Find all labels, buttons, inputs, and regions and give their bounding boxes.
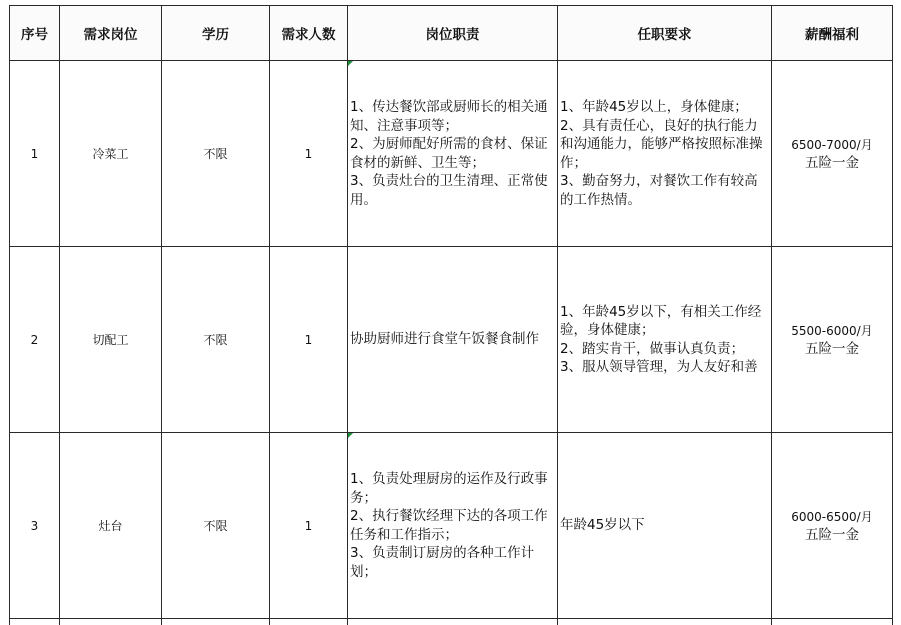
header-cell-position[interactable]: 需求岗位 — [60, 6, 162, 61]
salary-benefits: 五险一金 — [774, 340, 890, 358]
cell-position[interactable]: 切配工 — [60, 247, 162, 433]
salary-benefits: 五险一金 — [774, 154, 890, 172]
cell-no[interactable]: 3 — [10, 433, 60, 619]
cell-empty[interactable] — [558, 619, 772, 625]
salary-range: 5500-6000/月 — [774, 322, 890, 340]
cell-empty[interactable] — [162, 619, 270, 625]
cell-empty[interactable] — [772, 619, 893, 625]
cell-requirements[interactable]: 1、年龄45岁以上，身体健康； 2、具有责任心，良好的执行能力和沟通能力，能够严格按照标准操作； 3、勤奋努力，对餐饮工作有较高的工作热情。 — [558, 61, 772, 247]
job-requirements-table — [9, 5, 893, 625]
header-row — [10, 6, 893, 61]
cell-empty[interactable] — [270, 619, 348, 625]
cell-duties[interactable] — [348, 61, 558, 247]
cell-duties[interactable]: 协助厨师进行食堂午饭餐食制作 — [348, 247, 558, 433]
cell-empty[interactable] — [60, 619, 162, 625]
cell-no[interactable]: 2 — [10, 247, 60, 433]
cell-requirements[interactable]: 1、年龄45岁以下，有相关工作经验，身体健康； 2、踏实肯干，做事认真负责； 3、服从领导管理，为人友好和善 — [558, 247, 772, 433]
salary-benefits: 五险一金 — [774, 526, 890, 544]
cell-salary[interactable] — [772, 61, 893, 247]
header-cell-requirements[interactable]: 任职要求 — [558, 6, 772, 61]
cell-duties[interactable] — [348, 433, 558, 619]
cell-duties-text: 1、传达餐饮部或厨师长的相关通知、注意事项等； 2、为厨师配好所需的食材、保证食材的新鲜、卫生等； 3、负责灶台的卫生清理、正常使用。 — [350, 99, 548, 208]
header-cell-duties[interactable]: 岗位职责 — [348, 6, 558, 61]
header-cell-salary[interactable]: 薪酬福利 — [772, 6, 893, 61]
cell-empty[interactable] — [10, 619, 60, 625]
header-cell-education[interactable]: 学历 — [162, 6, 270, 61]
cell-comment-marker — [348, 61, 353, 66]
cell-count[interactable]: 1 — [270, 61, 348, 247]
cell-position[interactable]: 冷菜工 — [60, 61, 162, 247]
cell-count[interactable]: 1 — [270, 433, 348, 619]
table-row — [10, 247, 893, 433]
cell-education[interactable]: 不限 — [162, 61, 270, 247]
table-row-partial — [10, 619, 893, 625]
salary-range: 6500-7000/月 — [774, 136, 890, 154]
cell-education[interactable]: 不限 — [162, 247, 270, 433]
header-cell-count[interactable]: 需求人数 — [270, 6, 348, 61]
cell-empty[interactable] — [348, 619, 558, 625]
cell-education[interactable]: 不限 — [162, 433, 270, 619]
cell-no[interactable]: 1 — [10, 61, 60, 247]
cell-salary[interactable] — [772, 433, 893, 619]
cell-comment-marker — [348, 433, 353, 438]
table-row — [10, 433, 893, 619]
cell-count[interactable]: 1 — [270, 247, 348, 433]
cell-duties-text: 1、负责处理厨房的运作及行政事务； 2、执行餐饮经理下达的各项工作任务和工作指示； 3、负责制订厨房的各种工作计划； — [350, 471, 548, 580]
cell-salary[interactable] — [772, 247, 893, 433]
cell-position[interactable]: 灶台 — [60, 433, 162, 619]
cell-requirements[interactable]: 年龄45岁以下 — [558, 433, 772, 619]
salary-range: 6000-6500/月 — [774, 508, 890, 526]
header-cell-no[interactable]: 序号 — [10, 6, 60, 61]
table-row — [10, 61, 893, 247]
